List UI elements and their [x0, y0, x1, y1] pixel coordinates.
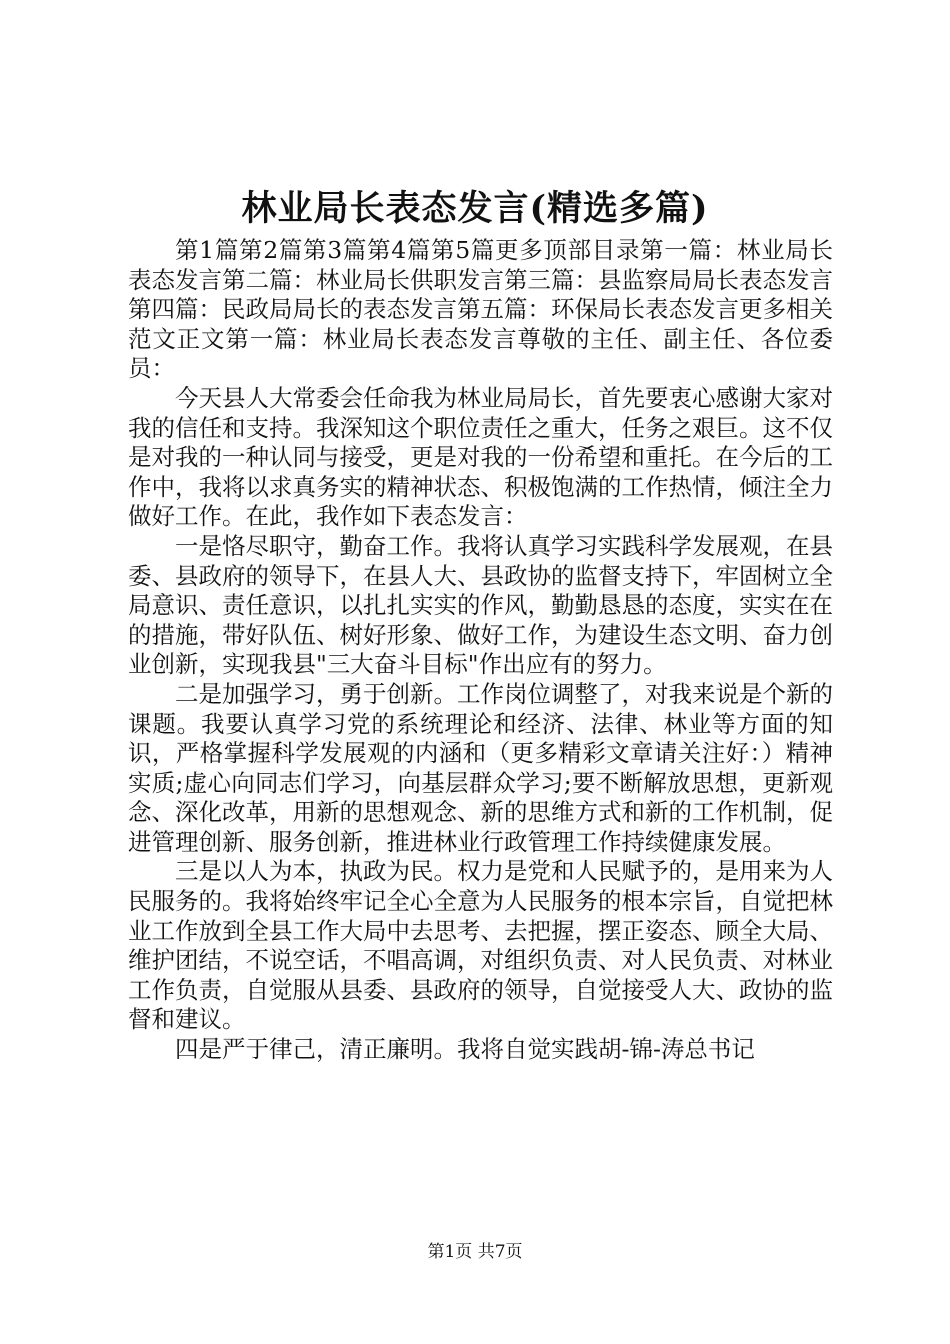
paragraph-appointment: 今天县人大常委会任命我为林业局局长，首先要衷心感谢大家对我的信任和支持。我深知这个职位责任之重大，任务之艰巨。这不仅是对我的一种认同与接受，更是对我的一份希望和重托。在今后的工作中，我将以求真务实的精神状态、积极饱满的工作热情，倾注全力做好工作。在此，我作如下表态发言： — [128, 383, 833, 531]
paragraph-point-three: 三是以人为本，执政为民。权力是党和人民赋予的，是用来为人民服务的。我将始终牢记全心全意为人民服务的根本宗旨，自觉把林业工作放到全县工作大局中去思考、去把握，摆正姿态、顾全大局、维护团结，不说空话，不唱高调，对组织负责、对人民负责、对林业工作负责，自觉服从县委、县政府的领导，自觉接受人大、政协的监督和建议。 — [128, 857, 833, 1034]
document-body — [128, 236, 833, 1065]
paragraph-point-one: 一是恪尽职守，勤奋工作。我将认真学习实践科学发展观，在县委、县政府的领导下，在县人大、县政协的监督支持下，牢固树立全局意识、责任意识，以扎扎实实的作风，勤勤恳恳的态度，实实在在的措施，带好队伍、树好形象、做好工作，为建设生态文明、奋力创业创新，实现我县"三大奋斗目标"作出应有的努力。 — [128, 531, 833, 679]
page-number-footer: 第1页 共7页 — [427, 1242, 523, 1262]
paragraph-toc-intro: 第1篇第2篇第3篇第4篇第5篇更多顶部目录第一篇：林业局长表态发言第二篇：林业局长供职发言第三篇：县监察局局长表态发言第四篇：民政局局长的表态发言第五篇：环保局长表态发言更多相关范文正文第一篇：林业局长表态发言尊敬的主任、副主任、各位委员： — [128, 236, 833, 383]
document-title: 林业局长表态发言(精选多篇) — [241, 188, 709, 229]
paragraph-point-four: 四是严于律己，清正廉明。我将自觉实践胡-锦-涛总书记 — [175, 1035, 755, 1064]
paragraph-point-two: 二是加强学习，勇于创新。工作岗位调整了，对我来说是个新的课题。我要认真学习党的系统理论和经济、法律、林业等方面的知识，严格掌握科学发展观的内涵和（更多精彩文章请关注好：）精神实质;虚心向同志们学习，向基层群众学习;要不断解放思想，更新观念、深化改革，用新的思想观念、新的思维方式和新的工作机制，促进管理创新、服务创新，推进林业行政管理工作持续健康发展。 — [128, 679, 833, 856]
